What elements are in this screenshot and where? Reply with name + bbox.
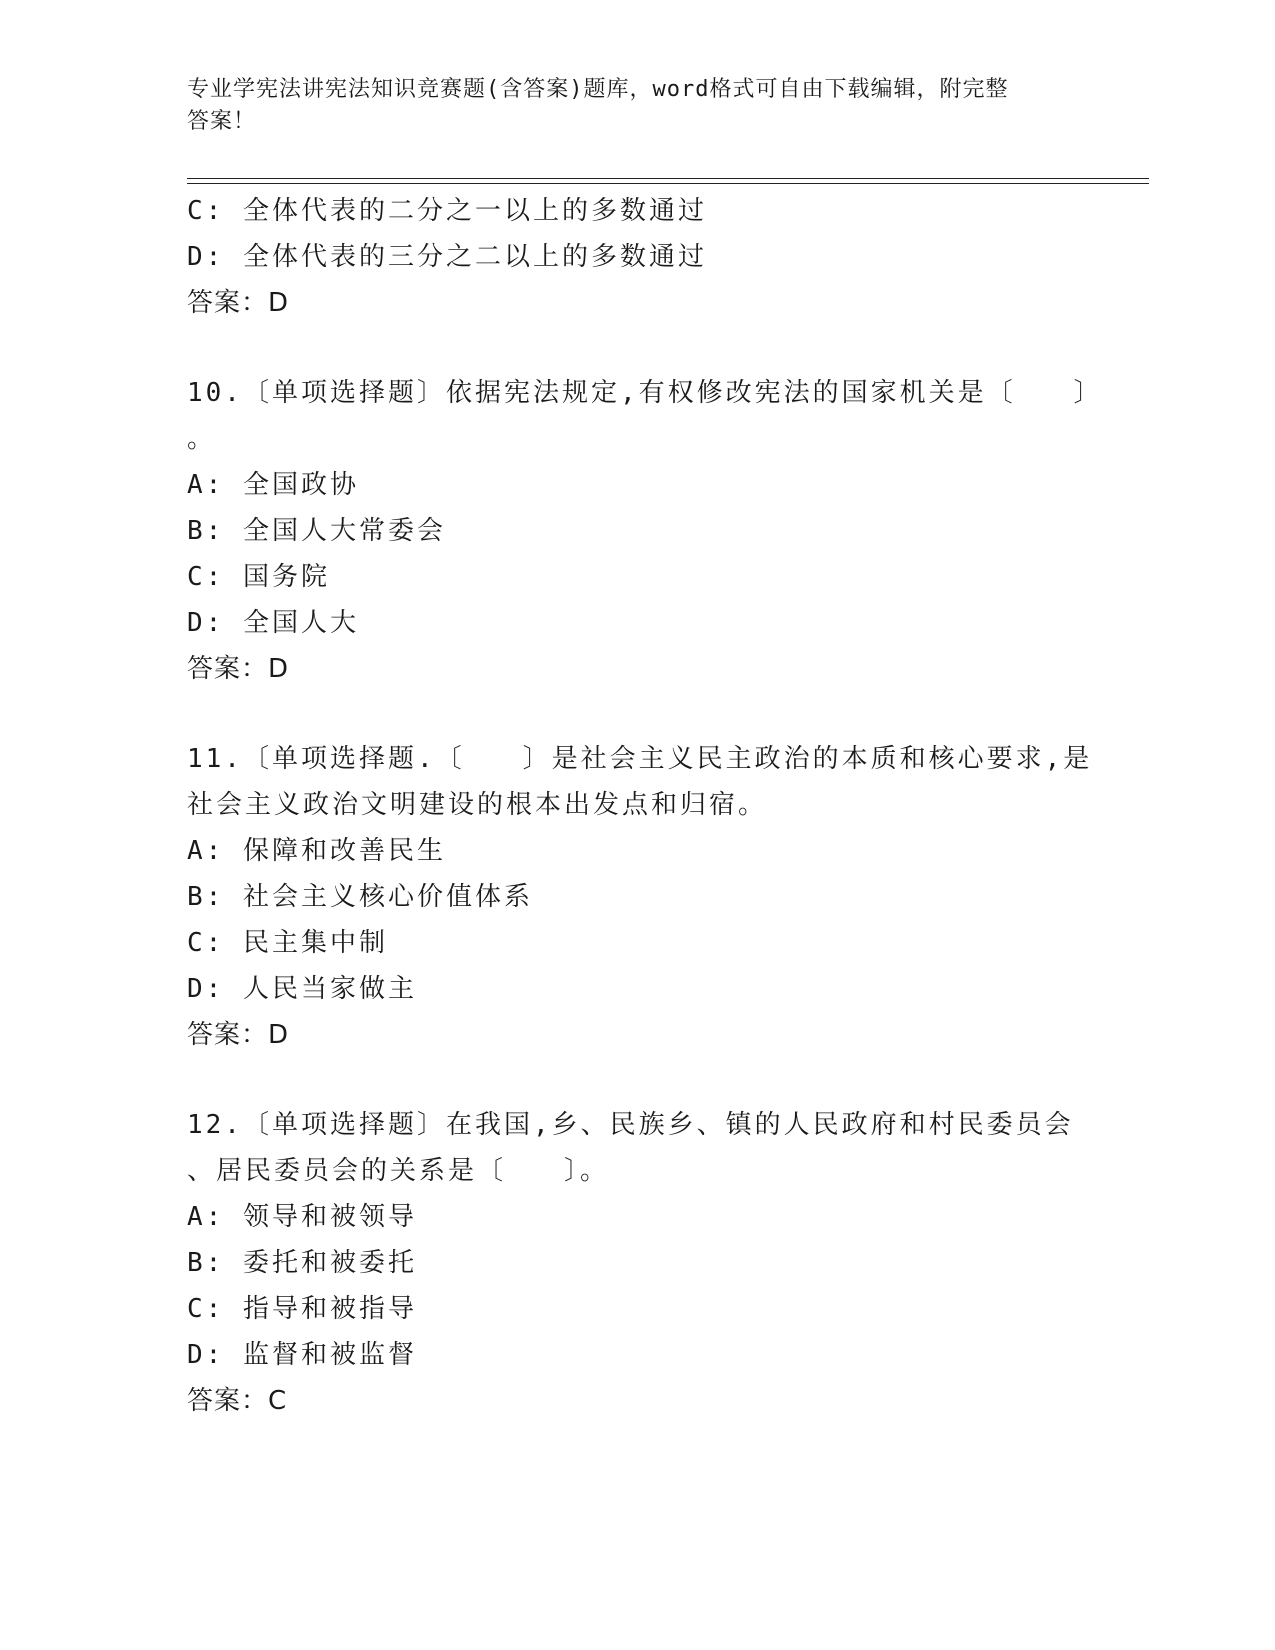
header-divider-bottom (187, 183, 1149, 184)
option-d: D: 监督和被监督 (187, 1340, 417, 1370)
option-d: D: 人民当家做主 (187, 974, 417, 1004)
answer-label: 答案：D (187, 288, 290, 318)
header-line-1: 专业学宪法讲宪法知识竞赛题(含答案)题库，word格式可自由下载编辑，附完整 (187, 77, 1009, 102)
option-c: C: 民主集中制 (187, 928, 388, 958)
question-list (187, 188, 1103, 1424)
option-a: A: 保障和改善民生 (187, 836, 446, 866)
question-stem-line-1: 11.〔单项选择题.〔 〕是社会主义民主政治的本质和核心要求,是 (187, 744, 1093, 774)
question-stem-line-2: 、居民委员会的关系是〔 〕。 (187, 1156, 610, 1186)
option-b: B: 委托和被委托 (187, 1248, 417, 1278)
question-stem-line-1: 12.〔单项选择题〕在我国,乡、民族乡、镇的人民政府和村民委员会 (187, 1110, 1074, 1140)
option-c: C: 国务院 (187, 562, 330, 592)
question-stem-line-2: 。 (187, 424, 217, 454)
question-9-continued (187, 188, 1087, 326)
document-header (187, 74, 1067, 138)
answer-label: 答案：C (187, 1386, 288, 1416)
option-c: C: 全体代表的二分之一以上的多数通过 (187, 196, 707, 226)
question-stem-line-1: 10.〔单项选择题〕依据宪法规定,有权修改宪法的国家机关是〔 〕 (187, 378, 1103, 408)
option-d: D: 全国人大 (187, 608, 359, 638)
option-b: B: 社会主义核心价值体系 (187, 882, 533, 912)
answer-label: 答案：D (187, 654, 290, 684)
question-12 (187, 1102, 1087, 1424)
answer-label: 答案：D (187, 1020, 290, 1050)
option-a: A: 全国政协 (187, 470, 359, 500)
question-10 (187, 370, 1103, 692)
option-d: D: 全体代表的三分之二以上的多数通过 (187, 242, 707, 272)
header-line-2: 答案！ (187, 109, 257, 134)
option-b: B: 全国人大常委会 (187, 516, 446, 546)
question-11 (187, 736, 1093, 1058)
option-a: A: 领导和被领导 (187, 1202, 417, 1232)
header-divider-top (187, 178, 1149, 179)
question-stem-line-2: 社会主义政治文明建设的根本出发点和归宿。 (187, 790, 768, 820)
option-c: C: 指导和被指导 (187, 1294, 417, 1324)
